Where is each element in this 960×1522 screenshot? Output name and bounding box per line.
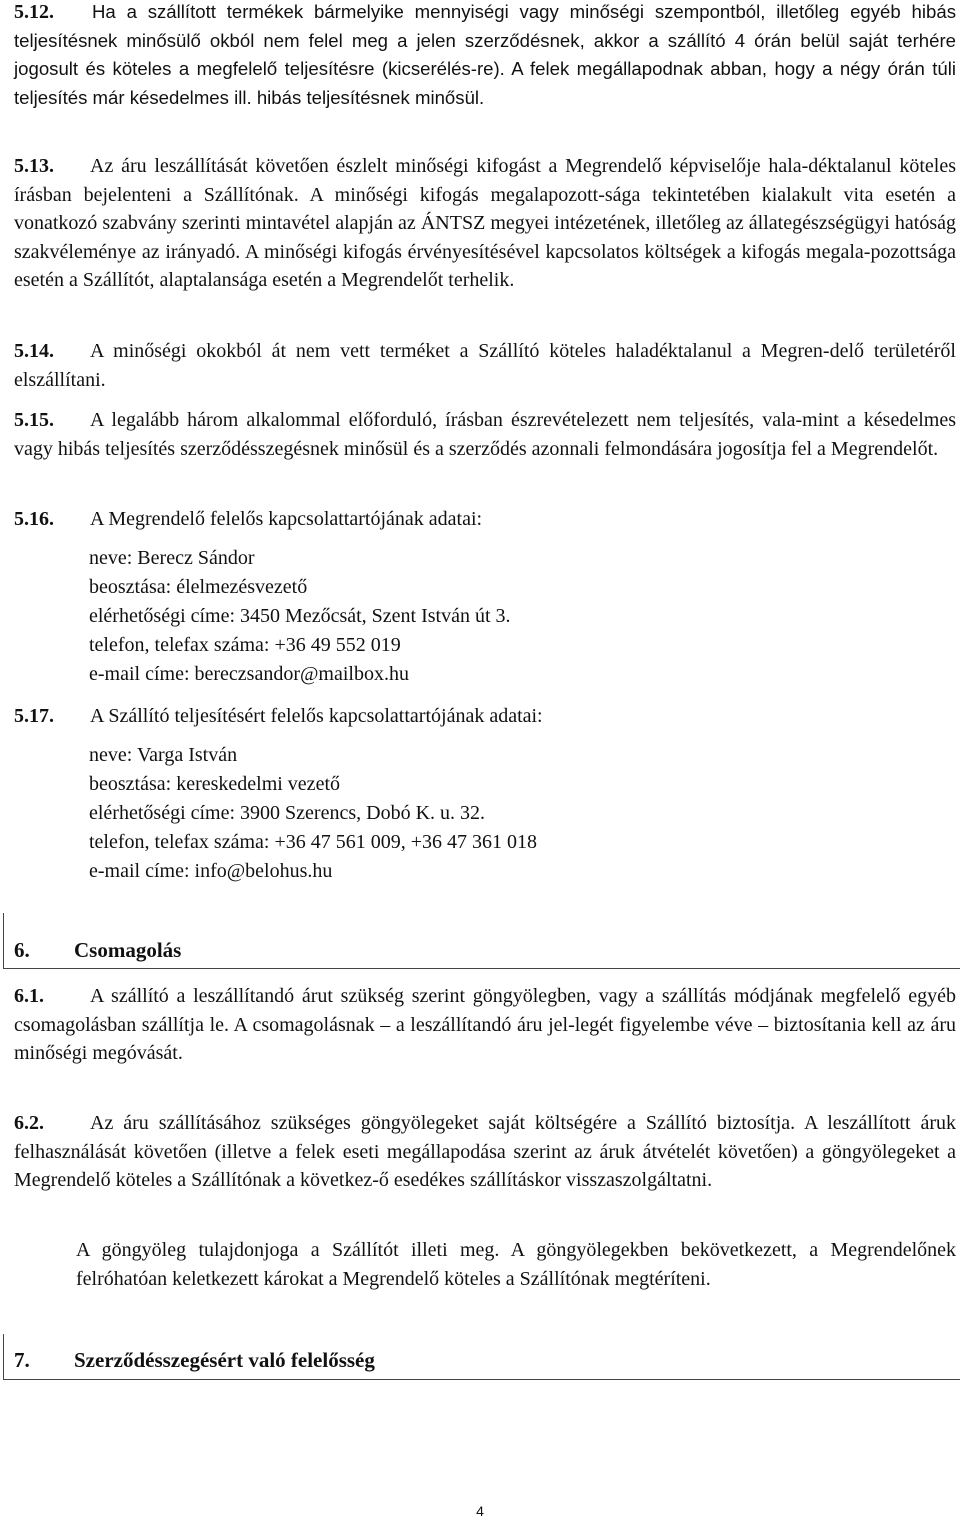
section-title: Szerződésszegésért való felelősség [74, 1348, 375, 1372]
section-divider-left [3, 913, 4, 968]
paragraph-text: A Szállító teljesítésért felelős kapcsolattartójának adatai: [90, 705, 543, 727]
paragraph-number: 5.14. [14, 340, 54, 362]
paragraph-number: 5.16. [14, 508, 54, 530]
paragraph-6-2 [14, 1109, 956, 1195]
paragraph-5-13 [14, 152, 956, 295]
paragraph-text: A legalább három alkalommal előforduló, írásban észrevételezett nem teljesítés, vala-mint a késedelmes vagy hibás teljesítés szerződésszegésnek minősül és a szerződés azonnali felmondására jogosítja fel a Megrendelőt. [14, 409, 956, 460]
paragraph-text: A minőségi okokból át nem vett terméket a Szállító köteles haladéktalanul a Megren-delő területéről elszállítani. [14, 340, 956, 391]
paragraph-5-14 [14, 337, 956, 394]
paragraph-5-17 [14, 702, 956, 731]
contact-line: e-mail címe: bereczsandor@mailbox.hu [89, 663, 409, 685]
contact-line: elérhetőségi címe: 3900 Szerencs, Dobó K. u. 32. [89, 802, 486, 824]
section-divider [3, 1379, 960, 1380]
paragraph-5-15 [14, 406, 956, 463]
section-number: 6. [14, 938, 30, 962]
section-6-heading [14, 938, 181, 963]
paragraph-text: Ha a szállított termékek bármelyike mennyiségi vagy minőségi szempontból, illetőleg egyéb hibás teljesítésnek minősülő okból nem felel meg a jelen szerződésnek, akkor a szállító 4 órán belül saját terhére jogosult és köteles a megfelelő teljesítésre (kicserélés-re). A felek megállapodnak abban, hogy a négy órán túli teljesítés már késedelmes ill. hibás teljesítésnek minősül. [14, 1, 956, 108]
paragraph-number: 5.12. [14, 1, 54, 23]
contact-line: neve: Berecz Sándor [89, 547, 255, 569]
contact-line: neve: Varga István [89, 744, 238, 766]
paragraph-number: 5.15. [14, 409, 54, 431]
contact-line: beosztása: élelmezésvezető [89, 576, 308, 598]
contact-line: telefon, telefax száma: +36 47 561 009, +36 47 361 018 [89, 831, 538, 853]
contact-line: e-mail címe: info@belohus.hu [89, 860, 333, 882]
paragraph-text: Az áru szállításához szükséges göngyölegeket saját költségére a Szállító biztosítja. A leszállított áruk felhasználását követően (illetve a felek eseti megállapodása szerint az áruk átvételét követően) a göngyölegeket a Megrendelő köteles a Szállítónak a következ-ő esedékes szállításkor visszaszolgáltatni. [14, 1112, 956, 1191]
section-number: 7. [14, 1348, 30, 1372]
section-divider-left [3, 1334, 4, 1379]
contact-line: beosztása: kereskedelmi vezető [89, 773, 340, 795]
section-title: Csomagolás [74, 938, 182, 962]
paragraph-5-16 [14, 505, 956, 534]
paragraph-text: A Megrendelő felelős kapcsolattartójának adatai: [90, 508, 483, 530]
contact-line: telefon, telefax száma: +36 49 552 019 [89, 634, 401, 656]
section-divider [3, 968, 960, 969]
paragraph-number: 6.2. [14, 1112, 44, 1134]
paragraph-text: Az áru leszállítását követően észlelt minőségi kifogást a Megrendelő képviselője hala-déktalanul köteles írásban bejelenteni a Szállítónak. A minőségi kifogás megalapozott-sága tekintetében kialakult vita esetén a vonatkozó szabvány szerinti mintavétel alapján az ÁNTSZ megyei intézetének, illetőleg az állategészségügyi hatóság szakvéleménye az irányadó. A minőségi kifogás érvényesítésével kapcsolatos költségek a kifogás megala-pozottsága esetén a Szállítót, alaptalansága esetén a Megrendelőt terhelik. [14, 155, 956, 291]
paragraph-number: 5.13. [14, 155, 54, 177]
customer-contact-block [89, 544, 511, 689]
page-number: 4 [476, 1503, 484, 1519]
paragraph-5-12 [14, 0, 956, 112]
paragraph-text: A göngyöleg tulajdonjoga a Szállítót illeti meg. A göngyölegekben bekövetkezett, a Megrendelőnek felróhatóan keletkezett károkat a Megrendelő köteles a Szállítónak megtéríteni. [76, 1239, 956, 1290]
paragraph-number: 6.1. [14, 985, 44, 1007]
supplier-contact-block [89, 741, 537, 886]
paragraph-number: 5.17. [14, 705, 54, 727]
contact-line: elérhetőségi címe: 3450 Mezőcsát, Szent István út 3. [89, 605, 511, 627]
paragraph-6-1 [14, 982, 956, 1068]
paragraph-text: A szállító a leszállítandó árut szükség szerint göngyölegben, vagy a szállítás módjának megfelelő egyéb csomagolásban szállítja le. A csomagolásnak – a leszállítandó áru jel-legét figyelembe véve – biztosítania kell az áru minőségi megóvását. [14, 985, 956, 1064]
section-7-heading [14, 1348, 375, 1373]
paragraph-6-2-continued [76, 1236, 956, 1293]
